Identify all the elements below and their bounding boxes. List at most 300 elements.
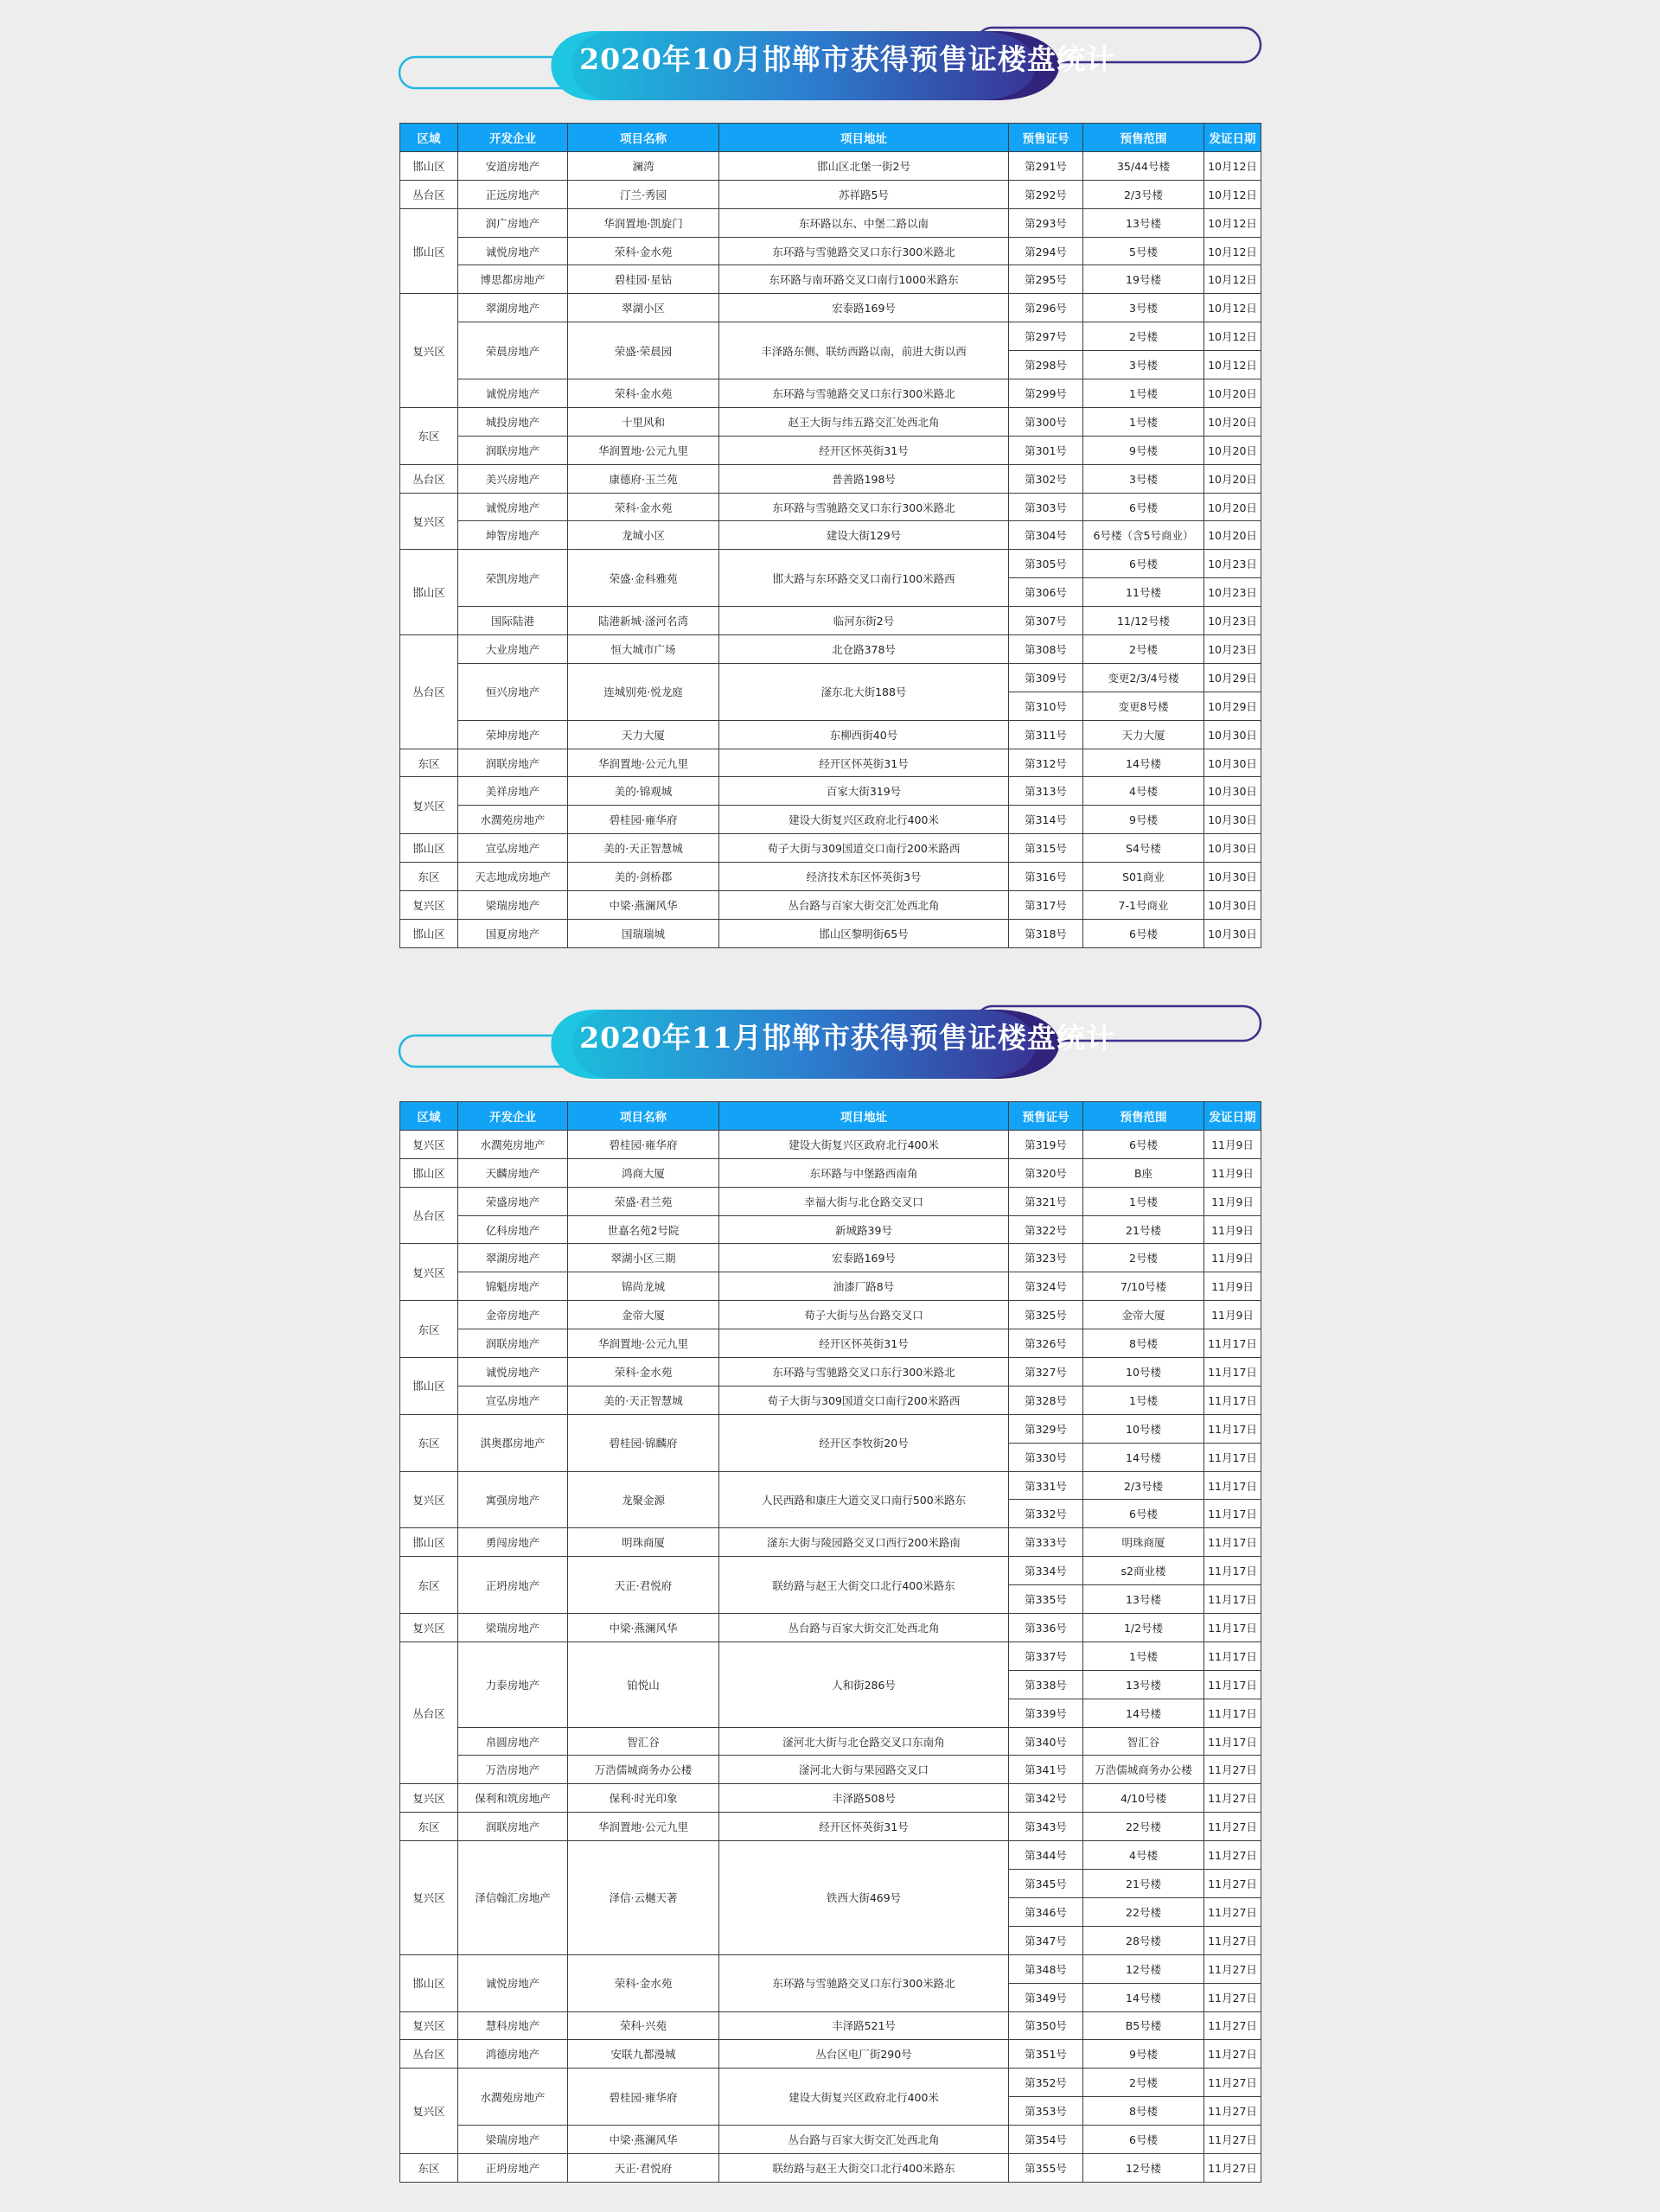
- address-cell: 经开区怀英街31号: [719, 749, 1009, 777]
- address-cell: 经开区怀英街31号: [719, 1813, 1009, 1841]
- district-cell: 复兴区: [400, 2069, 458, 2154]
- project-name-cell: 陆港新城·滏河名湾: [568, 607, 719, 635]
- issue-date-cell: 10月30日: [1204, 891, 1261, 920]
- table-row: [400, 1471, 1261, 1500]
- table-row: [400, 806, 1261, 834]
- issue-date-cell: 10月23日: [1204, 635, 1261, 664]
- project-name-cell: 荣科·金水苑: [568, 379, 719, 408]
- developer-cell: 宣弘房地产: [458, 1386, 568, 1414]
- project-name-cell: 翠湖小区: [568, 294, 719, 322]
- presale-scope-cell: 2/3号楼: [1083, 180, 1204, 208]
- table-row: [400, 1841, 1261, 1870]
- developer-cell: 荣盛房地产: [458, 1187, 568, 1215]
- column-header: 项目名称: [568, 124, 719, 152]
- presale-scope-cell: 19号楼: [1083, 265, 1204, 294]
- issue-date-cell: 10月20日: [1204, 493, 1261, 521]
- developer-cell: 力泰房地产: [458, 1641, 568, 1727]
- issue-date-cell: 10月30日: [1204, 863, 1261, 891]
- issue-date-cell: 11月9日: [1204, 1272, 1261, 1301]
- issue-date-cell: 10月30日: [1204, 777, 1261, 806]
- presale-scope-cell: 35/44号楼: [1083, 151, 1204, 180]
- permit-number-cell: 第321号: [1009, 1187, 1083, 1215]
- district-cell: 东区: [400, 1557, 458, 1614]
- issue-date-cell: 11月17日: [1204, 1500, 1261, 1528]
- permit-number-cell: 第317号: [1009, 891, 1083, 920]
- address-cell: 宏泰路169号: [719, 294, 1009, 322]
- table-row: [400, 1614, 1261, 1642]
- issue-date-cell: 11月17日: [1204, 1585, 1261, 1614]
- table-row: [400, 294, 1261, 322]
- permit-number-cell: 第316号: [1009, 863, 1083, 891]
- issue-date-cell: 10月30日: [1204, 834, 1261, 863]
- address-cell: 联纺路与赵王大街交口北行400米路东: [719, 2153, 1009, 2182]
- presale-scope-cell: 10号楼: [1083, 1414, 1204, 1443]
- presale-scope-cell: 9号楼: [1083, 2040, 1204, 2069]
- presale-scope-cell: 2/3号楼: [1083, 1471, 1204, 1500]
- developer-cell: 梁瑞房地产: [458, 891, 568, 920]
- developer-cell: 美兴房地产: [458, 464, 568, 493]
- column-header: 项目地址: [719, 1102, 1009, 1131]
- address-cell: 东环路与南环路交叉口南行1000米路东: [719, 265, 1009, 294]
- developer-cell: 慧科房地产: [458, 2011, 568, 2040]
- developer-cell: 淇奥郡房地产: [458, 1414, 568, 1471]
- address-cell: 人民西路和康庄大道交叉口南行500米路东: [719, 1471, 1009, 1528]
- permit-number-cell: 第346号: [1009, 1897, 1083, 1926]
- permit-number-cell: 第332号: [1009, 1500, 1083, 1528]
- address-cell: 建设大街复兴区政府北行400米: [719, 2069, 1009, 2126]
- permit-number-cell: 第340号: [1009, 1727, 1083, 1756]
- presale-scope-cell: 22号楼: [1083, 1813, 1204, 1841]
- project-name-cell: 美的·锦观城: [568, 777, 719, 806]
- table-row: [400, 407, 1261, 436]
- address-cell: 百家大街319号: [719, 777, 1009, 806]
- address-cell: 邯山区北堡一街2号: [719, 151, 1009, 180]
- developer-cell: 梁瑞房地产: [458, 2126, 568, 2154]
- district-cell: 丛台区: [400, 635, 458, 749]
- district-cell: 邯山区: [400, 208, 458, 294]
- table-row: [400, 919, 1261, 947]
- column-header: 开发企业: [458, 1102, 568, 1131]
- district-cell: 邯山区: [400, 550, 458, 635]
- developer-cell: 大业房地产: [458, 635, 568, 664]
- project-name-cell: 澜湾: [568, 151, 719, 180]
- district-cell: 复兴区: [400, 777, 458, 834]
- district-cell: 邯山区: [400, 1528, 458, 1557]
- address-cell: 联纺路与赵王大街交口北行400米路东: [719, 1557, 1009, 1614]
- presale-scope-cell: 4号楼: [1083, 1841, 1204, 1870]
- table-header-row: [400, 124, 1261, 152]
- presale-scope-cell: 12号楼: [1083, 2153, 1204, 2182]
- address-cell: 滏东大街与陵园路交叉口西行200米路南: [719, 1528, 1009, 1557]
- project-name-cell: 康德府·玉兰苑: [568, 464, 719, 493]
- district-cell: 复兴区: [400, 294, 458, 408]
- developer-cell: 帛圆房地产: [458, 1727, 568, 1756]
- project-name-cell: 鸿商大厦: [568, 1158, 719, 1187]
- permit-number-cell: 第351号: [1009, 2040, 1083, 2069]
- issue-date-cell: 11月17日: [1204, 1414, 1261, 1443]
- table-row: [400, 863, 1261, 891]
- permit-number-cell: 第291号: [1009, 151, 1083, 180]
- issue-date-cell: 11月17日: [1204, 1358, 1261, 1386]
- issue-date-cell: 11月9日: [1204, 1301, 1261, 1329]
- table-row: [400, 1557, 1261, 1585]
- permit-number-cell: 第353号: [1009, 2097, 1083, 2126]
- presale-scope-cell: 2号楼: [1083, 1244, 1204, 1272]
- developer-cell: 金帝房地产: [458, 1301, 568, 1329]
- presale-scope-cell: 8号楼: [1083, 2097, 1204, 2126]
- address-cell: 丛台区电厂街290号: [719, 2040, 1009, 2069]
- address-cell: 东环路与雪驰路交叉口东行300米路北: [719, 379, 1009, 408]
- presale-scope-cell: 3号楼: [1083, 294, 1204, 322]
- table-row: [400, 2011, 1261, 2040]
- district-cell: 邯山区: [400, 1358, 458, 1415]
- table-row: [400, 607, 1261, 635]
- project-name-cell: 荣盛·金科雅苑: [568, 550, 719, 607]
- presale-scope-cell: 13号楼: [1083, 208, 1204, 237]
- permit-number-cell: 第352号: [1009, 2069, 1083, 2097]
- address-cell: 幸福大街与北仓路交叉口: [719, 1187, 1009, 1215]
- address-cell: 邯大路与东环路交叉口南行100米路西: [719, 550, 1009, 607]
- project-name-cell: 锦尚龙城: [568, 1272, 719, 1301]
- developer-cell: 国际陆港: [458, 607, 568, 635]
- address-cell: 苏祥路5号: [719, 180, 1009, 208]
- issue-date-cell: 11月27日: [1204, 2097, 1261, 2126]
- presale-scope-cell: 7/10号楼: [1083, 1272, 1204, 1301]
- address-cell: 建设大街复兴区政府北行400米: [719, 806, 1009, 834]
- issue-date-cell: 10月12日: [1204, 151, 1261, 180]
- district-cell: 东区: [400, 749, 458, 777]
- project-name-cell: 华润置地·凯旋门: [568, 208, 719, 237]
- issue-date-cell: 10月20日: [1204, 379, 1261, 408]
- address-cell: 宏泰路169号: [719, 1244, 1009, 1272]
- project-name-cell: 中梁·燕澜风华: [568, 891, 719, 920]
- table-row: [400, 1954, 1261, 1983]
- table-row: [400, 663, 1261, 692]
- presale-scope-cell: 3号楼: [1083, 464, 1204, 493]
- table-row: [400, 635, 1261, 664]
- district-cell: 复兴区: [400, 891, 458, 920]
- presale-scope-cell: 4/10号楼: [1083, 1784, 1204, 1813]
- address-cell: 荀子大街与309国道交口南行200米路西: [719, 1386, 1009, 1414]
- address-cell: 东环路以东、中堡二路以南: [719, 208, 1009, 237]
- developer-cell: 天麟房地产: [458, 1158, 568, 1187]
- address-cell: 东环路与中堡路西南角: [719, 1158, 1009, 1187]
- presale-scope-cell: 2号楼: [1083, 635, 1204, 664]
- presale-scope-cell: 9号楼: [1083, 806, 1204, 834]
- project-name-cell: 华润置地·公元九里: [568, 436, 719, 464]
- developer-cell: 天志地成房地产: [458, 863, 568, 891]
- developer-cell: 美祥房地产: [458, 777, 568, 806]
- presale-scope-cell: 3号楼: [1083, 351, 1204, 379]
- district-cell: 丛台区: [400, 2040, 458, 2069]
- table-row: [400, 2069, 1261, 2097]
- project-name-cell: 十里风和: [568, 407, 719, 436]
- permit-number-cell: 第311号: [1009, 720, 1083, 749]
- developer-cell: 诚悦房地产: [458, 237, 568, 265]
- column-header: 发证日期: [1204, 124, 1261, 152]
- developer-cell: 润联房地产: [458, 1329, 568, 1358]
- project-name-cell: 华润置地·公元九里: [568, 749, 719, 777]
- project-name-cell: 中梁·燕澜风华: [568, 1614, 719, 1642]
- permit-number-cell: 第310号: [1009, 692, 1083, 720]
- project-name-cell: 碧桂园·雍华府: [568, 1130, 719, 1158]
- table-row: [400, 550, 1261, 578]
- presale-scope-cell: 12号楼: [1083, 1954, 1204, 1983]
- issue-date-cell: 10月12日: [1204, 180, 1261, 208]
- issue-date-cell: 10月23日: [1204, 607, 1261, 635]
- developer-cell: 润联房地产: [458, 1813, 568, 1841]
- address-cell: 丰泽路东侧、联纺西路以南，前进大街以西: [719, 322, 1009, 379]
- district-cell: 东区: [400, 1813, 458, 1841]
- district-cell: 复兴区: [400, 1130, 458, 1158]
- address-cell: 滏河北大街与果园路交叉口: [719, 1756, 1009, 1784]
- presale-scope-cell: 2号楼: [1083, 2069, 1204, 2097]
- issue-date-cell: 10月23日: [1204, 550, 1261, 578]
- developer-cell: 润广房地产: [458, 208, 568, 237]
- project-name-cell: 天正·君悦府: [568, 1557, 719, 1614]
- issue-date-cell: 10月20日: [1204, 464, 1261, 493]
- table-row: [400, 237, 1261, 265]
- district-cell: 复兴区: [400, 2011, 458, 2040]
- permit-number-cell: 第344号: [1009, 1841, 1083, 1870]
- october-section: [398, 24, 1262, 940]
- table-row: [400, 1641, 1261, 1670]
- table-row: [400, 1244, 1261, 1272]
- address-cell: 邯山区黎明街65号: [719, 919, 1009, 947]
- table-row: [400, 1272, 1261, 1301]
- presale-scope-cell: B5号楼: [1083, 2011, 1204, 2040]
- project-name-cell: 荣科·金水苑: [568, 1954, 719, 2011]
- issue-date-cell: 11月27日: [1204, 2126, 1261, 2154]
- table-row: [400, 891, 1261, 920]
- permit-number-cell: 第339号: [1009, 1699, 1083, 1727]
- issue-date-cell: 11月17日: [1204, 1557, 1261, 1585]
- table-row: [400, 151, 1261, 180]
- district-cell: 复兴区: [400, 493, 458, 550]
- project-name-cell: 华润置地·公元九里: [568, 1813, 719, 1841]
- november-section: [398, 1003, 1262, 2175]
- permit-number-cell: 第296号: [1009, 294, 1083, 322]
- district-cell: 邯山区: [400, 919, 458, 947]
- column-header: 项目名称: [568, 1102, 719, 1131]
- presale-scope-cell: 14号楼: [1083, 1443, 1204, 1471]
- issue-date-cell: 11月17日: [1204, 1528, 1261, 1557]
- issue-date-cell: 11月9日: [1204, 1244, 1261, 1272]
- issue-date-cell: 11月17日: [1204, 1727, 1261, 1756]
- developer-cell: 勇闯房地产: [458, 1528, 568, 1557]
- permit-number-cell: 第302号: [1009, 464, 1083, 493]
- permit-number-cell: 第342号: [1009, 1784, 1083, 1813]
- district-cell: 邯山区: [400, 1954, 458, 2011]
- permit-number-cell: 第303号: [1009, 493, 1083, 521]
- developer-cell: 诚悦房地产: [458, 1358, 568, 1386]
- developer-cell: 润联房地产: [458, 749, 568, 777]
- november-title-banner: [398, 1003, 1262, 1081]
- project-name-cell: 恒大城市广场: [568, 635, 719, 664]
- developer-cell: 安道房地产: [458, 151, 568, 180]
- presale-scope-cell: 21号楼: [1083, 1870, 1204, 1898]
- issue-date-cell: 11月17日: [1204, 1329, 1261, 1358]
- project-name-cell: 荣盛·荣晨园: [568, 322, 719, 379]
- permit-number-cell: 第333号: [1009, 1528, 1083, 1557]
- issue-date-cell: 11月17日: [1204, 1699, 1261, 1727]
- presale-scope-cell: 7-1号商业: [1083, 891, 1204, 920]
- district-cell: 邯山区: [400, 834, 458, 863]
- project-name-cell: 国瑞瑞城: [568, 919, 719, 947]
- presale-scope-cell: B座: [1083, 1158, 1204, 1187]
- permit-number-cell: 第309号: [1009, 663, 1083, 692]
- presale-scope-cell: 1/2号楼: [1083, 1614, 1204, 1642]
- presale-scope-cell: 变更8号楼: [1083, 692, 1204, 720]
- issue-date-cell: 11月27日: [1204, 1954, 1261, 1983]
- permit-number-cell: 第319号: [1009, 1130, 1083, 1158]
- table-row: [400, 749, 1261, 777]
- address-cell: 滏东北大街188号: [719, 663, 1009, 720]
- presale-scope-cell: 1号楼: [1083, 407, 1204, 436]
- permit-number-cell: 第312号: [1009, 749, 1083, 777]
- project-name-cell: 碧桂园·雍华府: [568, 2069, 719, 2126]
- project-name-cell: 保利·时光印象: [568, 1784, 719, 1813]
- table-row: [400, 1358, 1261, 1386]
- developer-cell: 恒兴房地产: [458, 663, 568, 720]
- permit-number-cell: 第350号: [1009, 2011, 1083, 2040]
- address-cell: 经开区怀英街31号: [719, 1329, 1009, 1358]
- permit-number-cell: 第305号: [1009, 550, 1083, 578]
- permit-number-cell: 第320号: [1009, 1158, 1083, 1187]
- table-header-row: [400, 1102, 1261, 1131]
- presale-scope-cell: 1号楼: [1083, 1641, 1204, 1670]
- address-cell: 建设大街复兴区政府北行400米: [719, 1130, 1009, 1158]
- presale-scope-cell: 明珠商厦: [1083, 1528, 1204, 1557]
- table-row: [400, 1329, 1261, 1358]
- developer-cell: 国夏房地产: [458, 919, 568, 947]
- permit-number-cell: 第299号: [1009, 379, 1083, 408]
- permit-number-cell: 第308号: [1009, 635, 1083, 664]
- presale-scope-cell: 21号楼: [1083, 1215, 1204, 1244]
- district-cell: 邯山区: [400, 1158, 458, 1187]
- district-cell: 东区: [400, 863, 458, 891]
- district-cell: 丛台区: [400, 1187, 458, 1244]
- developer-cell: 翠湖房地产: [458, 294, 568, 322]
- address-cell: 丛台路与百家大街交汇处西北角: [719, 1614, 1009, 1642]
- permit-number-cell: 第295号: [1009, 265, 1083, 294]
- issue-date-cell: 10月12日: [1204, 237, 1261, 265]
- developer-cell: 水潤苑房地产: [458, 806, 568, 834]
- column-header: 预售范围: [1083, 124, 1204, 152]
- address-cell: 东环路与雪驰路交叉口东行300米路北: [719, 237, 1009, 265]
- permit-number-cell: 第327号: [1009, 1358, 1083, 1386]
- presale-scope-cell: 11/12号楼: [1083, 607, 1204, 635]
- table-row: [400, 1727, 1261, 1756]
- table-row: [400, 1158, 1261, 1187]
- issue-date-cell: 10月20日: [1204, 407, 1261, 436]
- column-header: 预售证号: [1009, 124, 1083, 152]
- district-cell: 邯山区: [400, 151, 458, 180]
- project-name-cell: 天力大厦: [568, 720, 719, 749]
- address-cell: 东环路与雪驰路交叉口东行300米路北: [719, 1954, 1009, 2011]
- permit-number-cell: 第324号: [1009, 1272, 1083, 1301]
- permit-number-cell: 第304号: [1009, 521, 1083, 550]
- address-cell: 铁西大街469号: [719, 1841, 1009, 1955]
- issue-date-cell: 11月17日: [1204, 1386, 1261, 1414]
- project-name-cell: 龙聚金源: [568, 1471, 719, 1528]
- table-row: [400, 493, 1261, 521]
- developer-cell: 诚悦房地产: [458, 379, 568, 408]
- address-cell: 丛台路与百家大街交汇处西北角: [719, 891, 1009, 920]
- presale-scope-cell: 金帝大厦: [1083, 1301, 1204, 1329]
- project-name-cell: 美的·天正智慧城: [568, 1386, 719, 1414]
- issue-date-cell: 11月27日: [1204, 1784, 1261, 1813]
- issue-date-cell: 10月23日: [1204, 578, 1261, 607]
- address-cell: 荀子大街与309国道交口南行200米路西: [719, 834, 1009, 863]
- permit-number-cell: 第315号: [1009, 834, 1083, 863]
- presale-scope-cell: 1号楼: [1083, 379, 1204, 408]
- issue-date-cell: 10月29日: [1204, 663, 1261, 692]
- table-row: [400, 436, 1261, 464]
- table-row: [400, 834, 1261, 863]
- project-name-cell: 汀兰·秀园: [568, 180, 719, 208]
- project-name-cell: 明珠商厦: [568, 1528, 719, 1557]
- issue-date-cell: 11月17日: [1204, 1641, 1261, 1670]
- permit-number-cell: 第298号: [1009, 351, 1083, 379]
- developer-cell: 鸿德房地产: [458, 2040, 568, 2069]
- permit-number-cell: 第306号: [1009, 578, 1083, 607]
- table-row: [400, 1813, 1261, 1841]
- permit-number-cell: 第300号: [1009, 407, 1083, 436]
- presale-scope-cell: 10号楼: [1083, 1358, 1204, 1386]
- table-row: [400, 1386, 1261, 1414]
- address-cell: 赵王大街与纬五路交汇处西北角: [719, 407, 1009, 436]
- address-cell: 滏河北大街与北仓路交叉口东南角: [719, 1727, 1009, 1756]
- district-cell: 丛台区: [400, 180, 458, 208]
- permit-number-cell: 第354号: [1009, 2126, 1083, 2154]
- project-name-cell: 泽信·云樾天著: [568, 1841, 719, 1955]
- issue-date-cell: 11月9日: [1204, 1158, 1261, 1187]
- table-row: [400, 521, 1261, 550]
- table-row: [400, 1215, 1261, 1244]
- permit-number-cell: 第347号: [1009, 1926, 1083, 1954]
- issue-date-cell: 11月27日: [1204, 2153, 1261, 2182]
- developer-cell: 宣弘房地产: [458, 834, 568, 863]
- presale-scope-cell: s2商业楼: [1083, 1557, 1204, 1585]
- permit-number-cell: 第318号: [1009, 919, 1083, 947]
- district-cell: 复兴区: [400, 1471, 458, 1528]
- table-row: [400, 2153, 1261, 2182]
- permit-number-cell: 第330号: [1009, 1443, 1083, 1471]
- project-name-cell: 龙城小区: [568, 521, 719, 550]
- developer-cell: 荣凯房地产: [458, 550, 568, 607]
- issue-date-cell: 11月9日: [1204, 1130, 1261, 1158]
- developer-cell: 荣坤房地产: [458, 720, 568, 749]
- project-name-cell: 美的·天正智慧城: [568, 834, 719, 863]
- issue-date-cell: 10月12日: [1204, 351, 1261, 379]
- address-cell: 东柳西街40号: [719, 720, 1009, 749]
- address-cell: 建设大街129号: [719, 521, 1009, 550]
- table-row: [400, 322, 1261, 351]
- presale-scope-cell: 1号楼: [1083, 1386, 1204, 1414]
- presale-scope-cell: 13号楼: [1083, 1670, 1204, 1699]
- column-header: 开发企业: [458, 124, 568, 152]
- presale-scope-cell: 6号楼: [1083, 550, 1204, 578]
- presale-scope-cell: 11号楼: [1083, 578, 1204, 607]
- permit-number-cell: 第293号: [1009, 208, 1083, 237]
- table-row: [400, 180, 1261, 208]
- issue-date-cell: 11月17日: [1204, 1670, 1261, 1699]
- october-title-banner: [398, 24, 1262, 102]
- table-row: [400, 1756, 1261, 1784]
- project-name-cell: 碧桂园·雍华府: [568, 806, 719, 834]
- presale-scope-cell: 天力大厦: [1083, 720, 1204, 749]
